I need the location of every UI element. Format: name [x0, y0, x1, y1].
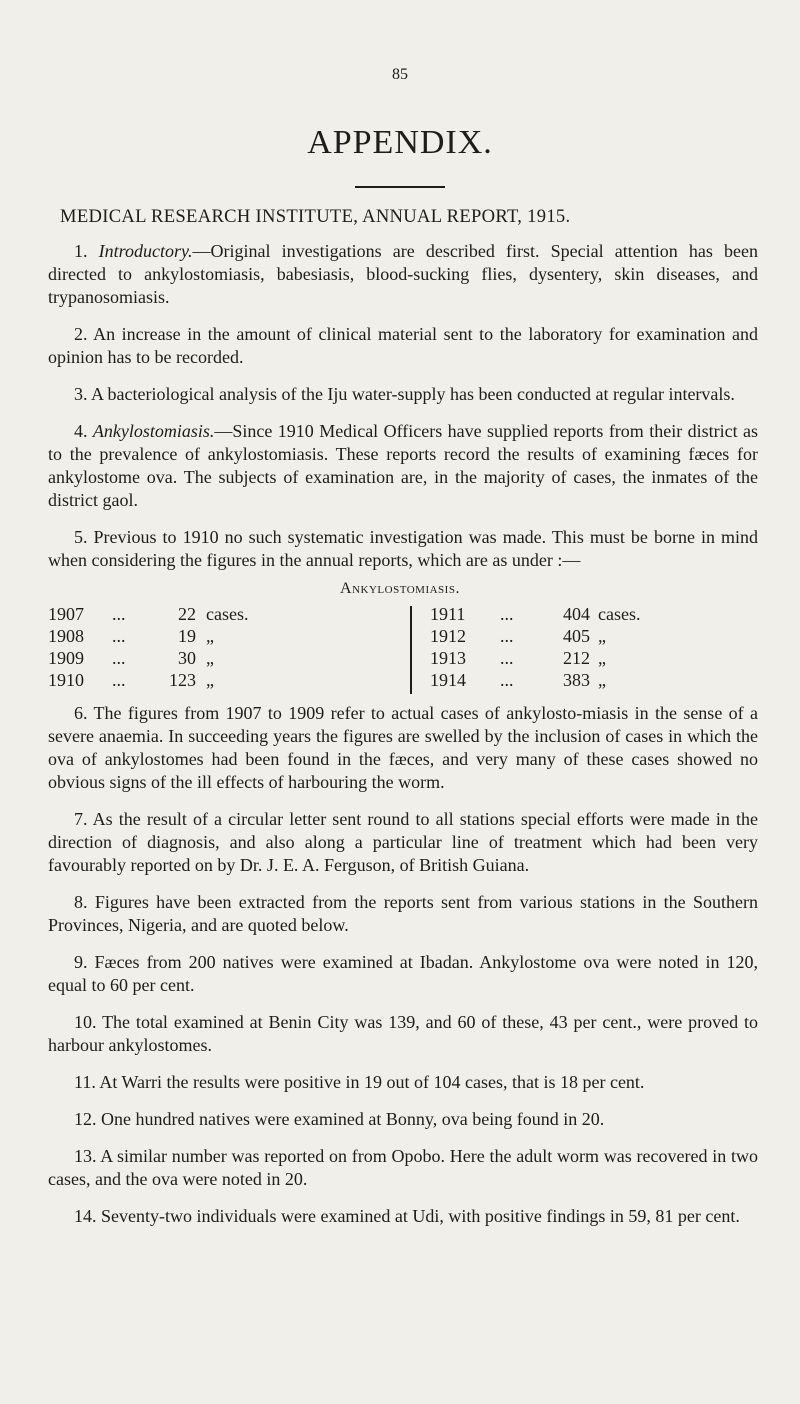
- paragraph-1-lead: Introductory.: [98, 241, 193, 261]
- year-cell: 1911: [430, 604, 466, 624]
- unit-cell: „: [206, 670, 214, 690]
- unit-cell: cases.: [598, 604, 641, 624]
- paragraph-1-number: 1.: [74, 241, 88, 261]
- table-row: [48, 670, 760, 692]
- unit-cell: „: [598, 648, 606, 668]
- page-number: 85: [392, 66, 408, 83]
- year-cell: 1909: [48, 648, 84, 668]
- leader: ...: [500, 626, 514, 646]
- paragraph-4-number: 4.: [74, 421, 88, 441]
- paragraph-2: 2. An increase in the amount of clinical material sent to the laboratory for examination and opinion has to be recorded.: [48, 324, 758, 367]
- unit-cell: „: [206, 648, 214, 668]
- ankylostomiasis-table: [48, 604, 760, 692]
- table-row: [48, 648, 760, 670]
- paragraph-14: 14. Seventy-two individuals were examined at Udi, with positive findings in 59, 81 per cent.: [74, 1206, 740, 1226]
- paragraph-7: 7. As the result of a circular letter sent round to all stations special efforts were made in the direction of diagnosis, and also along a particular line of treatment which had been very favourably reported on by Dr. J. E. A. Ferguson, of British Guiana.: [48, 809, 758, 875]
- count-cell: 383: [563, 670, 590, 690]
- count-cell: 404: [563, 604, 590, 624]
- paragraph-4: [48, 420, 758, 512]
- count-cell: 22: [178, 604, 196, 624]
- paragraph-8: 8. Figures have been extracted from the reports sent from various stations in the Southern Provinces, Nigeria, and are quoted below.: [48, 892, 758, 935]
- paragraph-9: 9. Fæces from 200 natives were examined at Ibadan. Ankylostome ova were noted in 120, equal to 60 per cent.: [48, 952, 758, 995]
- count-cell: 405: [563, 626, 590, 646]
- table-caption: Ankylostomiasis.: [340, 580, 460, 597]
- paragraph-3: 3. A bacteriological analysis of the Iju water-supply has been conducted at regular intervals.: [74, 384, 735, 404]
- year-cell: 1914: [430, 670, 466, 690]
- leader: ...: [112, 670, 126, 690]
- paragraph-12: 12. One hundred natives were examined at Bonny, ova being found in 20.: [74, 1109, 605, 1129]
- year-cell: 1910: [48, 670, 84, 690]
- count-cell: 19: [178, 626, 196, 646]
- leader: ...: [500, 648, 514, 668]
- leader: ...: [500, 670, 514, 690]
- count-cell: 123: [169, 670, 196, 690]
- appendix-heading: APPENDIX.: [307, 124, 493, 161]
- paragraph-4-lead: Ankylostomiasis.: [92, 421, 215, 441]
- year-cell: 1907: [48, 604, 84, 624]
- heading-rule: [355, 186, 445, 188]
- unit-cell: „: [206, 626, 214, 646]
- table-row: [48, 626, 760, 648]
- unit-cell: „: [598, 626, 606, 646]
- paragraph-13: 13. A similar number was reported on from Opobo. Here the adult worm was recovered in two cases, and the ova were noted in 20.: [48, 1146, 758, 1189]
- paragraph-6: 6. The figures from 1907 to 1909 refer to actual cases of ankylosto-miasis in the sense of a severe anaemia. In succeeding years the figures are swelled by the inclusion of cases in which the ova of ankylostomes had been found in the fæces, and very many of these cases showed no obvious signs of the ill effects of harbouring the worm.: [48, 703, 758, 792]
- year-cell: 1908: [48, 626, 84, 646]
- count-cell: 212: [563, 648, 590, 668]
- paragraph-11: 11. At Warri the results were positive in 19 out of 104 cases, that is 18 per cent.: [74, 1072, 645, 1092]
- leader: ...: [112, 604, 126, 624]
- paragraph-1-text: —Original investigations are described first. Special attention has been directed to ankylostomiasis, babesiasis, blood-sucking flies, dysentery, skin diseases, and trypanosomiasis.: [48, 241, 759, 307]
- paragraph-5: 5. Previous to 1910 no such systematic investigation was made. This must be borne in mind when considering the figures in the annual reports, which are as under :—: [48, 527, 758, 570]
- leader: ...: [112, 648, 126, 668]
- leader: ...: [112, 626, 126, 646]
- paragraph-1: [48, 240, 758, 309]
- unit-cell: cases.: [206, 604, 249, 624]
- table-row: [48, 604, 760, 626]
- table-column-divider: [410, 606, 412, 694]
- year-cell: 1913: [430, 648, 466, 668]
- paragraph-4-text: —Since 1910 Medical Officers have supplied reports from their district as to the prevalence of ankylostomiasis. These reports record the results of examining fæces for ankylostome ova. The subjects of examination are, in the majority of cases, the inmates of the district gaol.: [48, 421, 758, 510]
- leader: ...: [500, 604, 514, 624]
- unit-cell: „: [598, 670, 606, 690]
- year-cell: 1912: [430, 626, 466, 646]
- count-cell: 30: [178, 648, 196, 668]
- report-subheading: MEDICAL RESEARCH INSTITUTE, ANNUAL REPORT, 1915.: [60, 206, 571, 227]
- paragraph-10: 10. The total examined at Benin City was 139, and 60 of these, 43 per cent., were proved to harbour ankylostomes.: [48, 1012, 758, 1055]
